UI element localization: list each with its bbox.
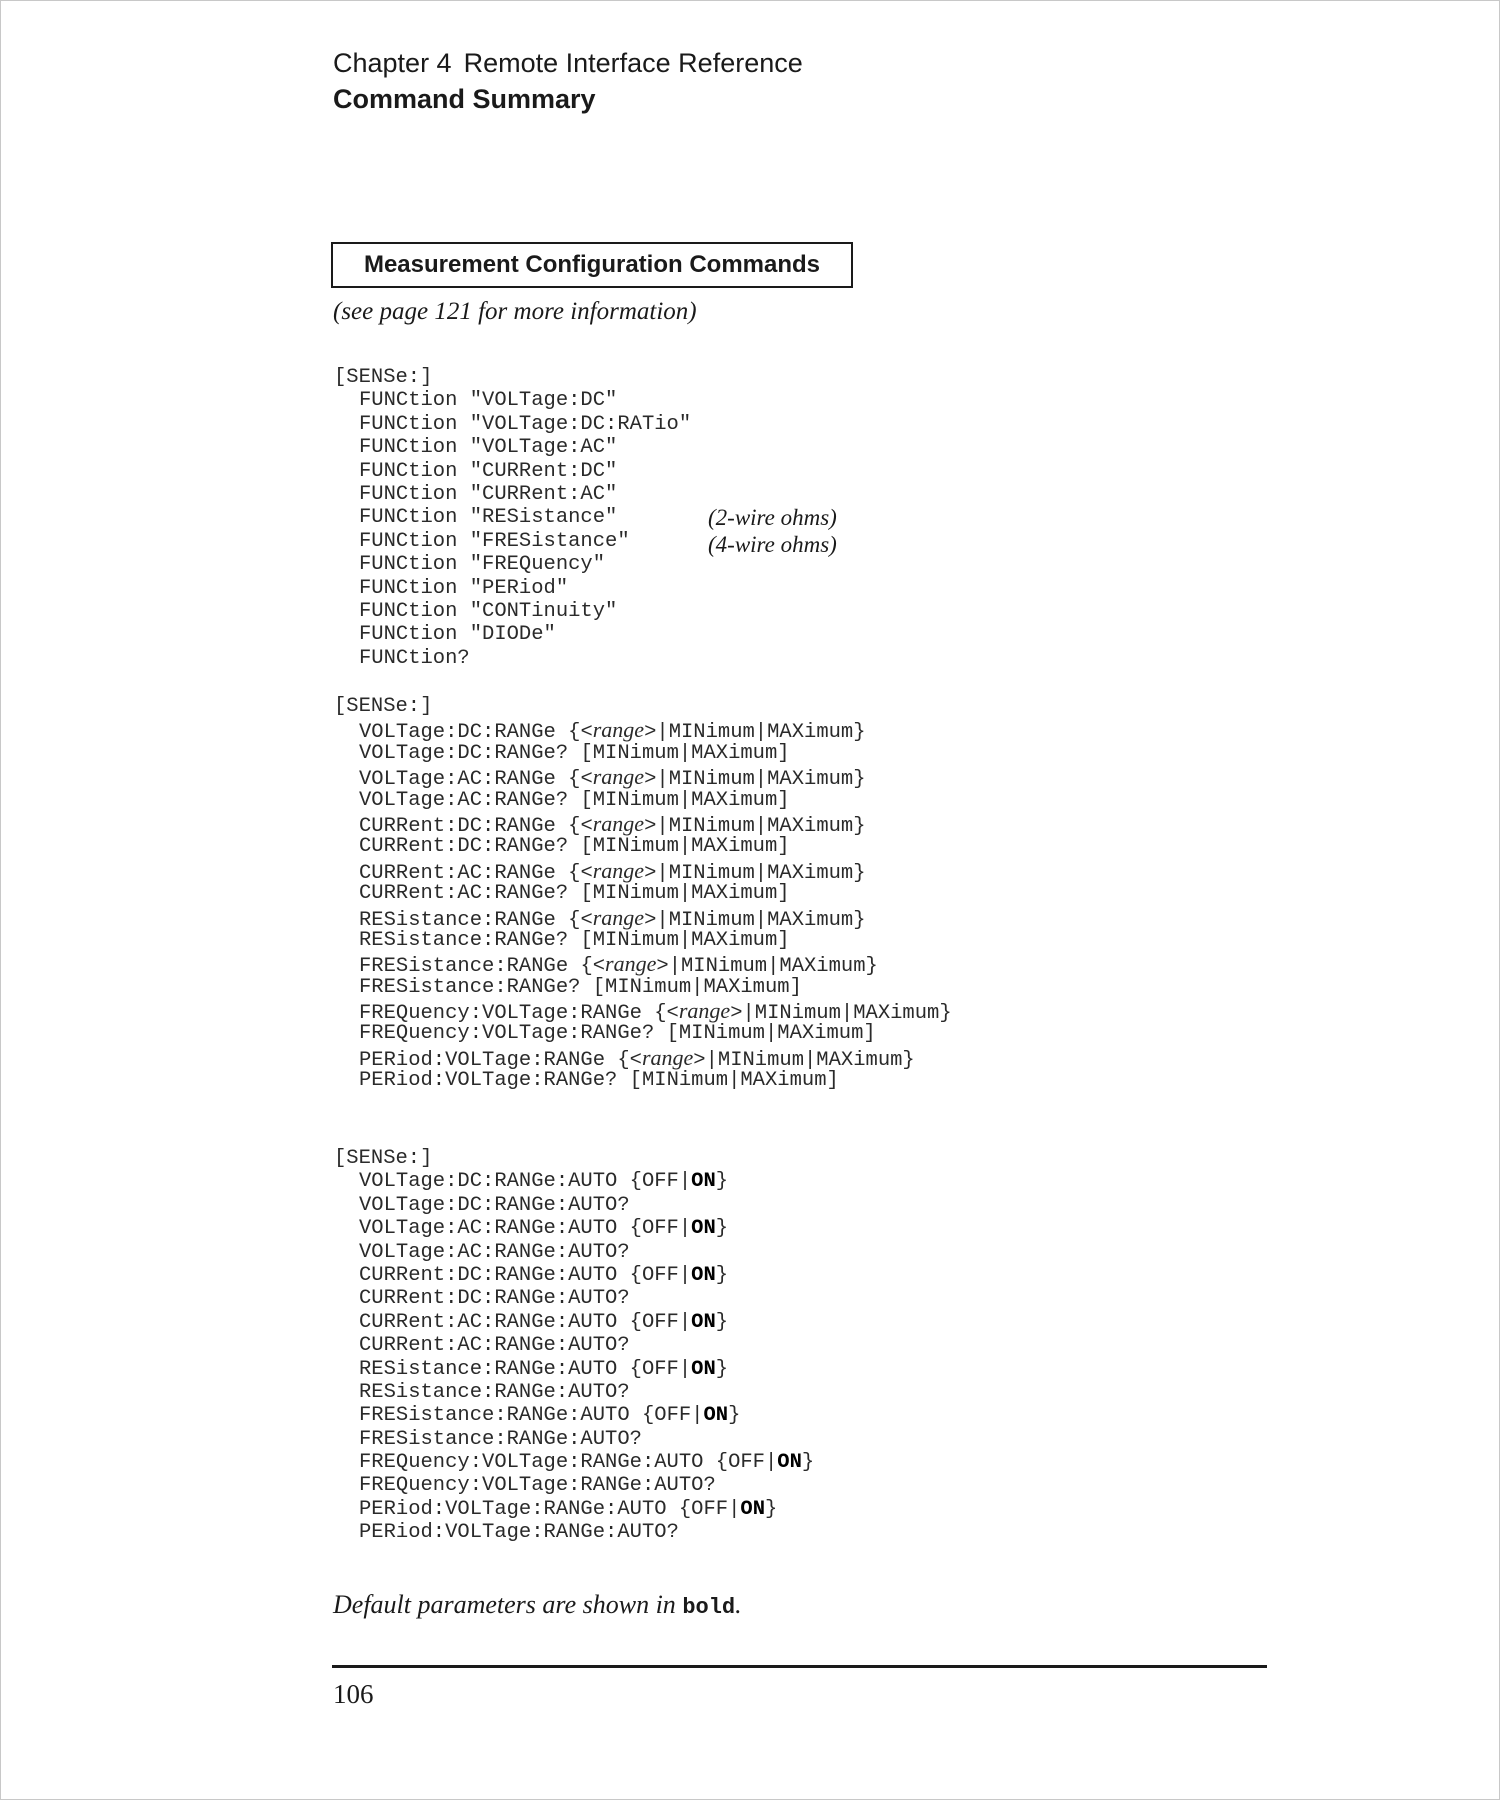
on-default-option: ON xyxy=(691,1263,716,1287)
range-set-command: VOLTage:AC:RANGe {<range>|MINimum|MAXimum} xyxy=(359,764,866,792)
off-option: OFF xyxy=(641,1217,679,1241)
autorange-query-command: VOLTage:DC:RANGe:AUTO? xyxy=(359,1193,630,1217)
command-line: FUNCtion "FREQuency" xyxy=(359,553,606,577)
command-keyword: VOLTage:DC:RANGe xyxy=(359,741,556,765)
off-option: OFF xyxy=(641,1357,679,1381)
command-keyword: FREQuency:VOLTage:RANGe:AUTO xyxy=(359,1474,704,1498)
range-query-options: [MINimum|MAXimum] xyxy=(654,1022,876,1046)
range-query-options: [MINimum|MAXimum] xyxy=(568,835,790,859)
block-heading: [SENSe:] xyxy=(334,1147,433,1170)
range-parameter: range xyxy=(592,810,645,836)
on-default-option: ON xyxy=(703,1404,729,1428)
command-line: FUNCtion "PERiod" xyxy=(359,576,569,600)
range-options: |MINimum|MAXimum} xyxy=(742,1002,952,1026)
range-query-options: [MINimum|MAXimum] xyxy=(617,1069,839,1093)
function-commands-block xyxy=(334,366,691,670)
boxed-section-title: Measurement Configuration Commands xyxy=(331,242,853,288)
command-keyword: VOLTage:DC:RANGe:AUTO xyxy=(359,1170,618,1194)
command-keyword: CURRent:AC:RANGe xyxy=(359,861,556,885)
command-keyword: RESistance:RANGe xyxy=(359,908,556,932)
bold-example: bold xyxy=(682,1595,736,1620)
command-keyword: RESistance:RANGe:AUTO xyxy=(359,1380,618,1404)
range-options: |MINimum|MAXimum} xyxy=(656,814,866,838)
command-keyword: RESistance:RANGe xyxy=(359,928,556,952)
on-default-option: ON xyxy=(777,1451,802,1475)
range-options: |MINimum|MAXimum} xyxy=(656,721,866,745)
range-parameter: range xyxy=(592,857,645,883)
range-set-command: PERiod:VOLTage:RANGe {<range>|MINimum|MAXimum} xyxy=(359,1044,915,1072)
range-query-command: VOLTage:AC:RANGe? [MINimum|MAXimum] xyxy=(359,788,790,812)
command-keyword: CURRent:DC:RANGe:AUTO xyxy=(359,1263,618,1287)
autorange-query-command: CURRent:DC:RANGe:AUTO? xyxy=(359,1287,630,1311)
see-page-reference: (see page 121 for more information) xyxy=(333,298,697,325)
command-line: FUNCtion "DIODe" xyxy=(359,623,556,647)
command-keyword: VOLTage:DC:RANGe xyxy=(359,721,556,745)
on-default-option: ON xyxy=(691,1310,716,1334)
command-keyword: PERiod:VOLTage:RANGe xyxy=(359,1069,606,1093)
off-option: OFF xyxy=(641,1170,679,1194)
footer-rule xyxy=(332,1665,1267,1668)
range-options: |MINimum|MAXimum} xyxy=(705,1048,915,1072)
range-query-command: RESistance:RANGe? [MINimum|MAXimum] xyxy=(359,928,790,952)
page-number: 106 xyxy=(333,1679,374,1709)
range-query-options: [MINimum|MAXimum] xyxy=(568,788,790,812)
range-query-command: VOLTage:DC:RANGe? [MINimum|MAXimum] xyxy=(359,741,790,765)
autorange-commands-block xyxy=(334,1147,814,1545)
range-set-command: RESistance:RANGe {<range>|MINimum|MAXimum} xyxy=(359,904,866,932)
autorange-set-command: FRESistance:RANGe:AUTO {OFF|ON} xyxy=(359,1404,741,1428)
range-parameter: range xyxy=(592,717,645,743)
command-line: FUNCtion "CONTinuity" xyxy=(359,599,618,623)
command-keyword: RESistance:RANGe:AUTO xyxy=(359,1357,618,1381)
range-parameter: range xyxy=(641,1044,694,1070)
autorange-query-command: VOLTage:AC:RANGe:AUTO? xyxy=(359,1240,630,1264)
range-parameter: range xyxy=(592,764,645,790)
command-line: FUNCtion "VOLTage:DC" xyxy=(359,389,618,413)
autorange-set-command: CURRent:AC:RANGe:AUTO {OFF|ON} xyxy=(359,1310,729,1334)
command-keyword: CURRent:AC:RANGe:AUTO xyxy=(359,1310,618,1334)
range-query-command: CURRent:AC:RANGe? [MINimum|MAXimum] xyxy=(359,882,790,906)
on-default-option: ON xyxy=(691,1357,716,1381)
command-line: FUNCtion "CURRent:AC" xyxy=(359,482,618,506)
on-default-option: ON xyxy=(691,1170,716,1194)
autorange-query-command: FRESistance:RANGe:AUTO? xyxy=(359,1427,642,1451)
section-title: Command Summary xyxy=(333,84,596,114)
range-commands-block xyxy=(334,695,952,1093)
note-4-wire-ohms: (4-wire ohms) xyxy=(708,532,837,557)
command-line: FUNCtion "VOLTage:DC:RATio" xyxy=(359,412,692,436)
autorange-set-command: RESistance:RANGe:AUTO {OFF|ON} xyxy=(359,1357,729,1381)
chapter-title: Remote Interface Reference xyxy=(463,48,803,78)
range-options: |MINimum|MAXimum} xyxy=(668,955,878,979)
autorange-query-command: PERiod:VOLTage:RANGe:AUTO? xyxy=(359,1521,679,1545)
autorange-set-command: VOLTage:AC:RANGe:AUTO {OFF|ON} xyxy=(359,1217,729,1241)
range-set-command: FREQuency:VOLTage:RANGe {<range>|MINimum|MAXimum} xyxy=(359,998,952,1026)
block-heading: [SENSe:] xyxy=(334,695,433,718)
off-option: OFF xyxy=(691,1497,729,1521)
range-options: |MINimum|MAXimum} xyxy=(656,861,866,885)
command-line: FUNCtion? xyxy=(359,646,470,670)
off-option: OFF xyxy=(728,1451,765,1475)
range-query-options: [MINimum|MAXimum] xyxy=(568,741,790,765)
range-query-command: FRESistance:RANGe? [MINimum|MAXimum] xyxy=(359,975,802,999)
range-query-command: FREQuency:VOLTage:RANGe? [MINimum|MAXimum] xyxy=(359,1022,876,1046)
range-options: |MINimum|MAXimum} xyxy=(656,768,866,792)
command-keyword: PERiod:VOLTage:RANGe xyxy=(359,1048,606,1072)
on-default-option: ON xyxy=(740,1497,765,1521)
command-keyword: VOLTage:AC:RANGe xyxy=(359,788,556,812)
command-keyword: FREQuency:VOLTage:RANGe xyxy=(359,1022,642,1046)
command-keyword: PERiod:VOLTage:RANGe:AUTO xyxy=(359,1521,667,1545)
autorange-set-command: VOLTage:DC:RANGe:AUTO {OFF|ON} xyxy=(359,1170,729,1194)
command-keyword: FRESistance:RANGe:AUTO xyxy=(359,1427,630,1451)
off-option: OFF xyxy=(641,1263,679,1287)
command-line: FUNCtion "CURRent:DC" xyxy=(359,459,618,483)
range-parameter: range xyxy=(605,951,657,977)
range-parameter: range xyxy=(678,998,731,1024)
autorange-query-command: RESistance:RANGe:AUTO? xyxy=(359,1380,630,1404)
note-2-wire-ohms: (2-wire ohms) xyxy=(708,505,837,530)
autorange-set-command: PERiod:VOLTage:RANGe:AUTO {OFF|ON} xyxy=(359,1497,778,1521)
command-keyword: FRESistance:RANGe xyxy=(359,955,569,979)
range-set-command: CURRent:AC:RANGe {<range>|MINimum|MAXimum} xyxy=(359,857,866,885)
command-keyword: VOLTage:AC:RANGe:AUTO xyxy=(359,1217,618,1241)
command-keyword: CURRent:AC:RANGe xyxy=(359,882,556,906)
command-line: FUNCtion "FRESistance" xyxy=(359,529,630,553)
autorange-set-command: FREQuency:VOLTage:RANGe:AUTO {OFF|ON} xyxy=(359,1451,815,1475)
command-keyword: FREQuency:VOLTage:RANGe:AUTO xyxy=(359,1451,704,1475)
command-keyword: FRESistance:RANGe:AUTO xyxy=(359,1404,630,1428)
range-query-options: [MINimum|MAXimum] xyxy=(580,975,802,999)
command-keyword: PERiod:VOLTage:RANGe:AUTO xyxy=(359,1497,667,1521)
range-query-command: CURRent:DC:RANGe? [MINimum|MAXimum] xyxy=(359,835,790,859)
chapter-number: Chapter 4 xyxy=(333,48,452,78)
off-option: OFF xyxy=(654,1404,692,1428)
range-parameter: range xyxy=(592,904,645,930)
range-query-command: PERiod:VOLTage:RANGe? [MINimum|MAXimum] xyxy=(359,1069,839,1093)
range-query-options: [MINimum|MAXimum] xyxy=(568,882,790,906)
range-set-command: FRESistance:RANGe {<range>|MINimum|MAXimum} xyxy=(359,951,878,979)
command-keyword: FRESistance:RANGe xyxy=(359,975,569,999)
command-keyword: CURRent:DC:RANGe xyxy=(359,835,556,859)
command-keyword: VOLTage:AC:RANGe:AUTO xyxy=(359,1240,618,1264)
block-heading: [SENSe:] xyxy=(334,366,433,389)
command-keyword: VOLTage:AC:RANGe xyxy=(359,768,556,792)
autorange-query-command: FREQuency:VOLTage:RANGe:AUTO? xyxy=(359,1474,716,1498)
command-keyword: VOLTage:DC:RANGe:AUTO xyxy=(359,1193,618,1217)
command-keyword: FREQuency:VOLTage:RANGe xyxy=(359,1002,642,1026)
range-set-command: CURRent:DC:RANGe {<range>|MINimum|MAXimum} xyxy=(359,810,866,838)
chapter-header xyxy=(333,48,803,79)
default-parameters-note: Default parameters are shown in bold. xyxy=(333,1590,742,1620)
command-line: FUNCtion "RESistance" xyxy=(359,506,618,530)
autorange-query-command: CURRent:AC:RANGe:AUTO? xyxy=(359,1334,630,1358)
range-options: |MINimum|MAXimum} xyxy=(656,908,866,932)
range-set-command: VOLTage:DC:RANGe {<range>|MINimum|MAXimum} xyxy=(359,717,866,745)
autorange-set-command: CURRent:DC:RANGe:AUTO {OFF|ON} xyxy=(359,1263,729,1287)
command-line: FUNCtion "VOLTage:AC" xyxy=(359,436,618,460)
on-default-option: ON xyxy=(691,1217,716,1241)
command-keyword: CURRent:AC:RANGe:AUTO xyxy=(359,1334,618,1358)
command-keyword: CURRent:DC:RANGe xyxy=(359,814,556,838)
off-option: OFF xyxy=(641,1310,679,1334)
command-keyword: CURRent:DC:RANGe:AUTO xyxy=(359,1287,618,1311)
range-query-options: [MINimum|MAXimum] xyxy=(568,928,790,952)
